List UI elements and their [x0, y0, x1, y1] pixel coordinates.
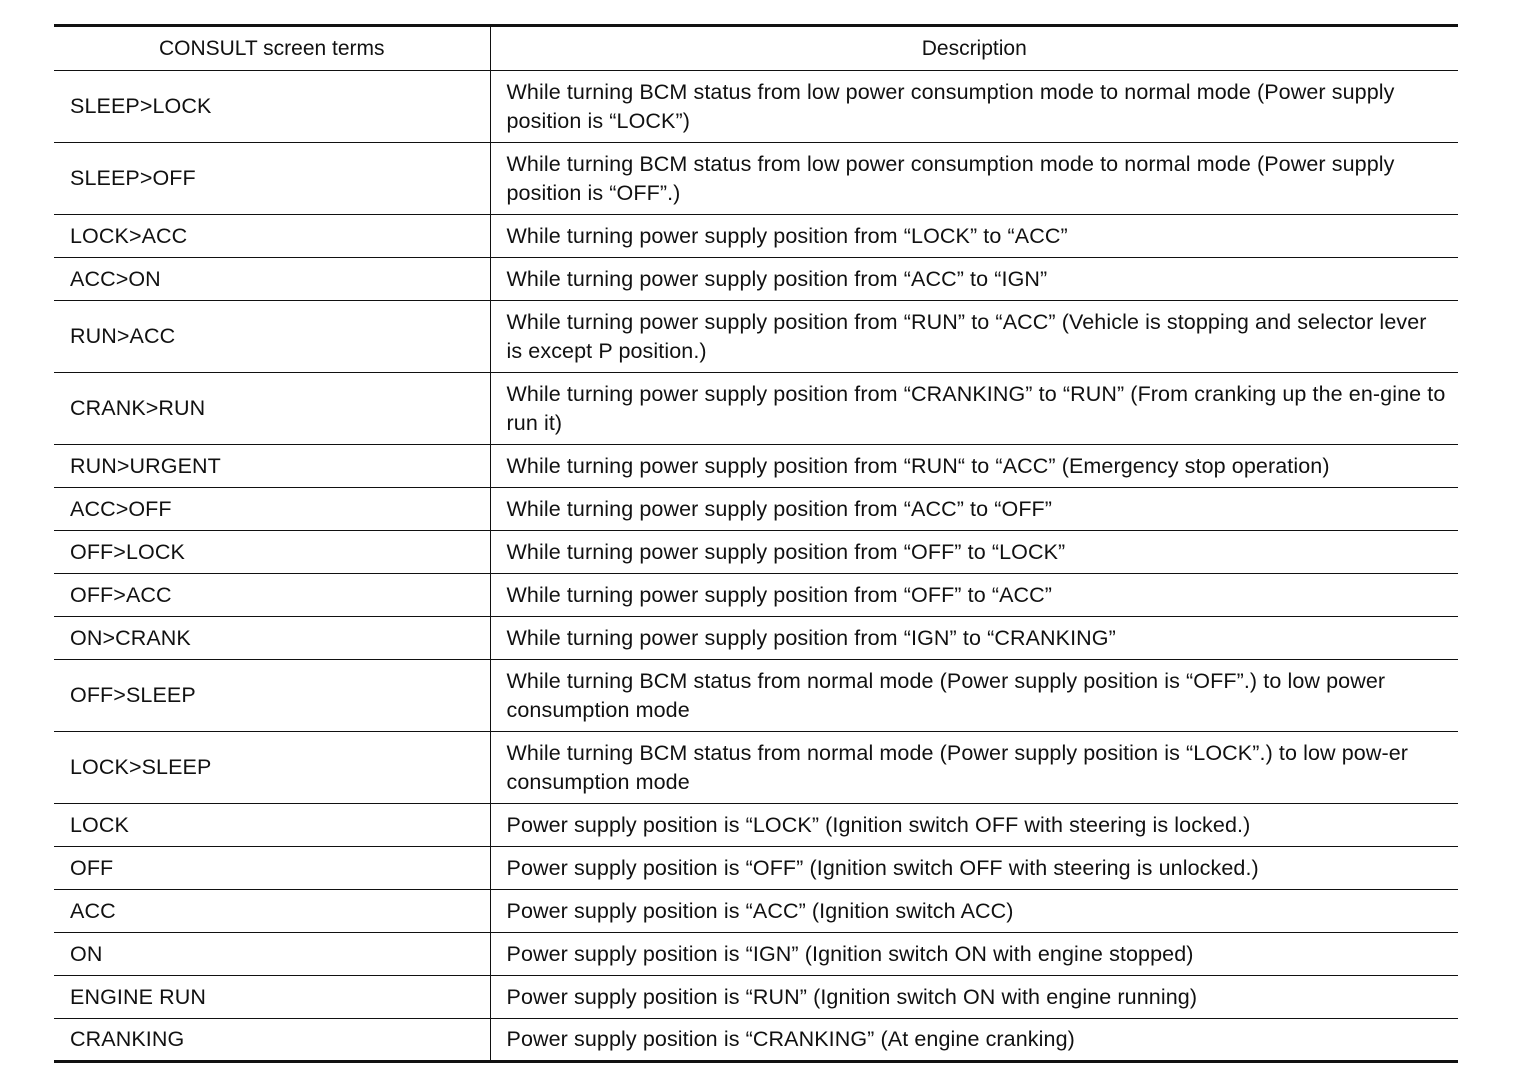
- description-cell: While turning BCM status from low power consumption mode to normal mode (Power supply position is “OFF”.): [490, 143, 1458, 215]
- term-cell: RUN>URGENT: [54, 445, 490, 488]
- term-cell: OFF: [54, 847, 490, 890]
- table-row: [54, 215, 1458, 258]
- table-row: [54, 488, 1458, 531]
- description-cell: Power supply position is “ACC” (Ignition switch ACC): [490, 890, 1458, 933]
- description-cell: While turning power supply position from “ACC” to “OFF”: [490, 488, 1458, 531]
- column-header-description: Description: [490, 26, 1458, 71]
- consult-terms-table: [54, 24, 1458, 1063]
- term-cell: CRANKING: [54, 1019, 490, 1062]
- table-row: [54, 1019, 1458, 1062]
- term-cell: LOCK: [54, 804, 490, 847]
- term-cell: CRANK>RUN: [54, 373, 490, 445]
- table-row: [54, 847, 1458, 890]
- description-cell: Power supply position is “CRANKING” (At engine cranking): [490, 1019, 1458, 1062]
- table-row: [54, 258, 1458, 301]
- table-row: [54, 732, 1458, 804]
- description-cell: While turning power supply position from “LOCK” to “ACC”: [490, 215, 1458, 258]
- table-row: [54, 373, 1458, 445]
- table-row: [54, 617, 1458, 660]
- description-cell: While turning BCM status from normal mode (Power supply position is “LOCK”.) to low pow-er consumption mode: [490, 732, 1458, 804]
- table-row: [54, 531, 1458, 574]
- term-cell: ON>CRANK: [54, 617, 490, 660]
- term-cell: OFF>LOCK: [54, 531, 490, 574]
- description-cell: Power supply position is “OFF” (Ignition switch OFF with steering is unlocked.): [490, 847, 1458, 890]
- description-cell: While turning power supply position from “IGN” to “CRANKING”: [490, 617, 1458, 660]
- table-body: [54, 71, 1458, 1062]
- table-row: [54, 574, 1458, 617]
- description-cell: While turning power supply position from “CRANKING” to “RUN” (From cranking up the en-gine to run it): [490, 373, 1458, 445]
- table-row: [54, 933, 1458, 976]
- table-row: [54, 445, 1458, 488]
- term-cell: ACC>OFF: [54, 488, 490, 531]
- description-cell: Power supply position is “RUN” (Ignition switch ON with engine running): [490, 976, 1458, 1019]
- description-cell: While turning power supply position from “OFF” to “ACC”: [490, 574, 1458, 617]
- description-cell: Power supply position is “IGN” (Ignition switch ON with engine stopped): [490, 933, 1458, 976]
- table-row: [54, 976, 1458, 1019]
- term-cell: SLEEP>LOCK: [54, 71, 490, 143]
- term-cell: OFF>SLEEP: [54, 660, 490, 732]
- table-row: [54, 71, 1458, 143]
- term-cell: ACC: [54, 890, 490, 933]
- term-cell: OFF>ACC: [54, 574, 490, 617]
- table-header: [54, 26, 1458, 71]
- term-cell: ON: [54, 933, 490, 976]
- term-cell: RUN>ACC: [54, 301, 490, 373]
- table-row: [54, 301, 1458, 373]
- term-cell: LOCK>ACC: [54, 215, 490, 258]
- term-cell: LOCK>SLEEP: [54, 732, 490, 804]
- table-row: [54, 143, 1458, 215]
- consult-terms-table-container: [54, 24, 1458, 1063]
- header-row: [54, 26, 1458, 71]
- description-cell: Power supply position is “LOCK” (Ignition switch OFF with steering is locked.): [490, 804, 1458, 847]
- description-cell: While turning power supply position from “RUN“ to “ACC” (Emergency stop operation): [490, 445, 1458, 488]
- table-row: [54, 660, 1458, 732]
- term-cell: ACC>ON: [54, 258, 490, 301]
- description-cell: While turning BCM status from low power consumption mode to normal mode (Power supply position is “LOCK”): [490, 71, 1458, 143]
- description-cell: While turning power supply position from “ACC” to “IGN”: [490, 258, 1458, 301]
- description-cell: While turning power supply position from “OFF” to “LOCK”: [490, 531, 1458, 574]
- term-cell: ENGINE RUN: [54, 976, 490, 1019]
- term-cell: SLEEP>OFF: [54, 143, 490, 215]
- column-header-term: CONSULT screen terms: [54, 26, 490, 71]
- description-cell: While turning BCM status from normal mode (Power supply position is “OFF”.) to low power consumption mode: [490, 660, 1458, 732]
- table-row: [54, 890, 1458, 933]
- description-cell: While turning power supply position from “RUN” to “ACC” (Vehicle is stopping and selector lever is except P position.): [490, 301, 1458, 373]
- table-row: [54, 804, 1458, 847]
